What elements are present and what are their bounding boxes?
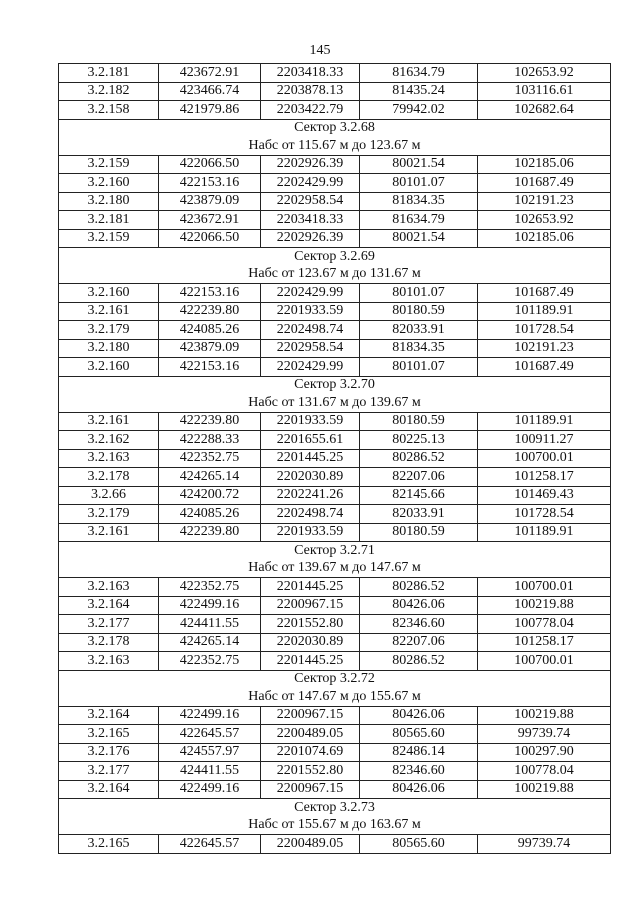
table-row [59, 596, 611, 615]
table-row [59, 449, 611, 468]
x-coordinate-cell: 422239.80 [159, 302, 261, 321]
point-id-cell: 3.2.163 [59, 652, 159, 671]
height-range: Набс от 115.67 м до 123.67 м [59, 137, 611, 155]
y-local-cell: 100219.88 [478, 780, 611, 799]
point-id-cell: 3.2.181 [59, 211, 159, 230]
point-id-cell: 3.2.181 [59, 64, 159, 83]
point-id-cell: 3.2.178 [59, 633, 159, 652]
table-row [59, 192, 611, 211]
table-row [59, 229, 611, 248]
x-coordinate-cell: 422499.16 [159, 596, 261, 615]
table-row [59, 412, 611, 431]
x-local-cell: 81834.35 [360, 339, 478, 358]
x-coordinate-cell: 422153.16 [159, 284, 261, 303]
y-coordinate-cell: 2203418.33 [261, 211, 360, 230]
x-local-cell: 80021.54 [360, 155, 478, 174]
y-local-cell: 103116.61 [478, 82, 611, 101]
y-coordinate-cell: 2202429.99 [261, 284, 360, 303]
point-id-cell: 3.2.164 [59, 596, 159, 615]
sector-header-row [59, 799, 611, 817]
x-coordinate-cell: 422499.16 [159, 706, 261, 725]
y-coordinate-cell: 2201552.80 [261, 762, 360, 781]
x-coordinate-cell: 422239.80 [159, 523, 261, 542]
y-local-cell: 100297.90 [478, 743, 611, 762]
y-local-cell: 101189.91 [478, 302, 611, 321]
point-id-cell: 3.2.178 [59, 468, 159, 487]
table-row [59, 321, 611, 340]
x-local-cell: 82207.06 [360, 633, 478, 652]
y-local-cell: 102191.23 [478, 192, 611, 211]
table-row [59, 780, 611, 799]
table-row [59, 358, 611, 377]
x-local-cell: 82346.60 [360, 762, 478, 781]
x-local-cell: 82033.91 [360, 505, 478, 524]
x-local-cell: 80180.59 [360, 302, 478, 321]
point-id-cell: 3.2.159 [59, 229, 159, 248]
y-local-cell: 99739.74 [478, 835, 611, 854]
x-coordinate-cell: 422645.57 [159, 835, 261, 854]
point-id-cell: 3.2.179 [59, 505, 159, 524]
x-local-cell: 80180.59 [360, 412, 478, 431]
sector-title: Сектор 3.2.69 [59, 248, 611, 266]
height-range-row [59, 560, 611, 578]
table-row [59, 725, 611, 744]
y-coordinate-cell: 2202958.54 [261, 192, 360, 211]
height-range-row [59, 266, 611, 284]
height-range-row [59, 137, 611, 155]
x-coordinate-cell: 424265.14 [159, 633, 261, 652]
x-coordinate-cell: 422352.75 [159, 652, 261, 671]
y-coordinate-cell: 2200967.15 [261, 780, 360, 799]
y-local-cell: 100778.04 [478, 762, 611, 781]
y-local-cell: 101728.54 [478, 321, 611, 340]
y-local-cell: 100700.01 [478, 578, 611, 597]
y-local-cell: 100219.88 [478, 706, 611, 725]
x-local-cell: 81834.35 [360, 192, 478, 211]
sector-title: Сектор 3.2.70 [59, 376, 611, 394]
x-coordinate-cell: 422066.50 [159, 155, 261, 174]
point-id-cell: 3.2.159 [59, 155, 159, 174]
x-local-cell: 79942.02 [360, 101, 478, 120]
y-coordinate-cell: 2202429.99 [261, 358, 360, 377]
table-row [59, 743, 611, 762]
y-local-cell: 101687.49 [478, 284, 611, 303]
point-id-cell: 3.2.162 [59, 431, 159, 450]
x-coordinate-cell: 422066.50 [159, 229, 261, 248]
point-id-cell: 3.2.182 [59, 82, 159, 101]
x-coordinate-cell: 424411.55 [159, 615, 261, 634]
table-row [59, 339, 611, 358]
x-coordinate-cell: 423466.74 [159, 82, 261, 101]
y-local-cell: 102653.92 [478, 64, 611, 83]
table-row [59, 211, 611, 230]
x-coordinate-cell: 423672.91 [159, 211, 261, 230]
table-row [59, 155, 611, 174]
y-coordinate-cell: 2201655.61 [261, 431, 360, 450]
y-coordinate-cell: 2200967.15 [261, 596, 360, 615]
x-local-cell: 80286.52 [360, 578, 478, 597]
table-row [59, 706, 611, 725]
y-coordinate-cell: 2202958.54 [261, 339, 360, 358]
point-id-cell: 3.2.161 [59, 523, 159, 542]
y-coordinate-cell: 2201074.69 [261, 743, 360, 762]
point-id-cell: 3.2.161 [59, 412, 159, 431]
sector-title: Сектор 3.2.68 [59, 119, 611, 137]
point-id-cell: 3.2.180 [59, 339, 159, 358]
x-coordinate-cell: 421979.86 [159, 101, 261, 120]
table-row [59, 468, 611, 487]
height-range: Набс от 123.67 м до 131.67 м [59, 266, 611, 284]
point-id-cell: 3.2.160 [59, 284, 159, 303]
page-number: 145 [309, 43, 331, 58]
table-row [59, 762, 611, 781]
point-id-cell: 3.2.163 [59, 578, 159, 597]
y-coordinate-cell: 2203418.33 [261, 64, 360, 83]
x-coordinate-cell: 422288.33 [159, 431, 261, 450]
y-local-cell: 102185.06 [478, 155, 611, 174]
x-local-cell: 80426.06 [360, 780, 478, 799]
y-local-cell: 101258.17 [478, 633, 611, 652]
y-coordinate-cell: 2202030.89 [261, 468, 360, 487]
point-id-cell: 3.2.177 [59, 762, 159, 781]
x-local-cell: 80021.54 [360, 229, 478, 248]
x-coordinate-cell: 422352.75 [159, 578, 261, 597]
y-local-cell: 100778.04 [478, 615, 611, 634]
x-local-cell: 80225.13 [360, 431, 478, 450]
table-row [59, 615, 611, 634]
sector-header-row [59, 248, 611, 266]
table-row [59, 633, 611, 652]
point-id-cell: 3.2.180 [59, 192, 159, 211]
y-coordinate-cell: 2200967.15 [261, 706, 360, 725]
y-coordinate-cell: 2202030.89 [261, 633, 360, 652]
height-range-row [59, 688, 611, 706]
x-coordinate-cell: 422153.16 [159, 358, 261, 377]
y-coordinate-cell: 2202926.39 [261, 155, 360, 174]
table-row [59, 486, 611, 505]
y-local-cell: 101189.91 [478, 412, 611, 431]
height-range: Набс от 155.67 м до 163.67 м [59, 817, 611, 835]
table-row [59, 523, 611, 542]
y-coordinate-cell: 2201933.59 [261, 412, 360, 431]
x-local-cell: 80565.60 [360, 725, 478, 744]
y-coordinate-cell: 2200489.05 [261, 725, 360, 744]
point-id-cell: 3.2.164 [59, 780, 159, 799]
table-row [59, 835, 611, 854]
sector-header-row [59, 542, 611, 560]
x-coordinate-cell: 424557.97 [159, 743, 261, 762]
table-row [59, 505, 611, 524]
y-local-cell: 101469.43 [478, 486, 611, 505]
x-local-cell: 80101.07 [360, 284, 478, 303]
x-coordinate-cell: 422645.57 [159, 725, 261, 744]
point-id-cell: 3.2.158 [59, 101, 159, 120]
x-local-cell: 81634.79 [360, 64, 478, 83]
x-local-cell: 80426.06 [360, 706, 478, 725]
point-id-cell: 3.2.66 [59, 486, 159, 505]
point-id-cell: 3.2.165 [59, 725, 159, 744]
point-id-cell: 3.2.163 [59, 449, 159, 468]
table-row [59, 174, 611, 193]
y-local-cell: 101189.91 [478, 523, 611, 542]
height-range-row [59, 817, 611, 835]
y-local-cell: 101728.54 [478, 505, 611, 524]
sector-header-row [59, 376, 611, 394]
y-coordinate-cell: 2201933.59 [261, 302, 360, 321]
x-local-cell: 80101.07 [360, 358, 478, 377]
x-coordinate-cell: 423879.09 [159, 339, 261, 358]
x-coordinate-cell: 422352.75 [159, 449, 261, 468]
y-coordinate-cell: 2203878.13 [261, 82, 360, 101]
sector-title: Сектор 3.2.73 [59, 799, 611, 817]
y-local-cell: 101687.49 [478, 358, 611, 377]
x-local-cell: 80565.60 [360, 835, 478, 854]
x-coordinate-cell: 423879.09 [159, 192, 261, 211]
x-coordinate-cell: 424411.55 [159, 762, 261, 781]
x-coordinate-cell: 422239.80 [159, 412, 261, 431]
height-range: Набс от 131.67 м до 139.67 м [59, 394, 611, 412]
x-local-cell: 82033.91 [360, 321, 478, 340]
point-id-cell: 3.2.179 [59, 321, 159, 340]
y-coordinate-cell: 2202429.99 [261, 174, 360, 193]
y-coordinate-cell: 2201552.80 [261, 615, 360, 634]
table-row [59, 82, 611, 101]
table-row [59, 578, 611, 597]
y-local-cell: 99739.74 [478, 725, 611, 744]
y-coordinate-cell: 2200489.05 [261, 835, 360, 854]
x-local-cell: 81634.79 [360, 211, 478, 230]
sector-title: Сектор 3.2.71 [59, 542, 611, 560]
x-coordinate-cell: 424085.26 [159, 505, 261, 524]
x-local-cell: 82145.66 [360, 486, 478, 505]
x-local-cell: 82346.60 [360, 615, 478, 634]
x-local-cell: 82207.06 [360, 468, 478, 487]
table-row [59, 101, 611, 120]
x-coordinate-cell: 424265.14 [159, 468, 261, 487]
y-coordinate-cell: 2203422.79 [261, 101, 360, 120]
y-coordinate-cell: 2202241.26 [261, 486, 360, 505]
x-local-cell: 82486.14 [360, 743, 478, 762]
x-local-cell: 81435.24 [360, 82, 478, 101]
x-local-cell: 80286.52 [360, 652, 478, 671]
x-local-cell: 80286.52 [360, 449, 478, 468]
x-coordinate-cell: 424085.26 [159, 321, 261, 340]
x-coordinate-cell: 423672.91 [159, 64, 261, 83]
point-id-cell: 3.2.160 [59, 358, 159, 377]
sector-header-row [59, 119, 611, 137]
point-id-cell: 3.2.165 [59, 835, 159, 854]
y-local-cell: 100911.27 [478, 431, 611, 450]
point-id-cell: 3.2.160 [59, 174, 159, 193]
x-local-cell: 80180.59 [360, 523, 478, 542]
coordinates-table [58, 63, 611, 854]
point-id-cell: 3.2.161 [59, 302, 159, 321]
point-id-cell: 3.2.164 [59, 706, 159, 725]
point-id-cell: 3.2.177 [59, 615, 159, 634]
x-coordinate-cell: 424200.72 [159, 486, 261, 505]
y-coordinate-cell: 2202926.39 [261, 229, 360, 248]
y-local-cell: 100219.88 [478, 596, 611, 615]
table-row [59, 652, 611, 671]
x-local-cell: 80426.06 [360, 596, 478, 615]
y-local-cell: 102682.64 [478, 101, 611, 120]
height-range: Набс от 147.67 м до 155.67 м [59, 688, 611, 706]
y-local-cell: 100700.01 [478, 652, 611, 671]
sector-title: Сектор 3.2.72 [59, 670, 611, 688]
coordinates-table-body [59, 64, 611, 854]
y-coordinate-cell: 2202498.74 [261, 321, 360, 340]
y-local-cell: 100700.01 [478, 449, 611, 468]
y-local-cell: 101687.49 [478, 174, 611, 193]
table-row [59, 284, 611, 303]
sector-header-row [59, 670, 611, 688]
y-coordinate-cell: 2202498.74 [261, 505, 360, 524]
y-local-cell: 101258.17 [478, 468, 611, 487]
point-id-cell: 3.2.176 [59, 743, 159, 762]
table-row [59, 431, 611, 450]
table-row [59, 64, 611, 83]
x-coordinate-cell: 422499.16 [159, 780, 261, 799]
x-coordinate-cell: 422153.16 [159, 174, 261, 193]
y-local-cell: 102653.92 [478, 211, 611, 230]
y-coordinate-cell: 2201445.25 [261, 578, 360, 597]
y-local-cell: 102185.06 [478, 229, 611, 248]
y-local-cell: 102191.23 [478, 339, 611, 358]
height-range: Набс от 139.67 м до 147.67 м [59, 560, 611, 578]
height-range-row [59, 394, 611, 412]
y-coordinate-cell: 2201933.59 [261, 523, 360, 542]
table-row [59, 302, 611, 321]
y-coordinate-cell: 2201445.25 [261, 449, 360, 468]
y-coordinate-cell: 2201445.25 [261, 652, 360, 671]
x-local-cell: 80101.07 [360, 174, 478, 193]
